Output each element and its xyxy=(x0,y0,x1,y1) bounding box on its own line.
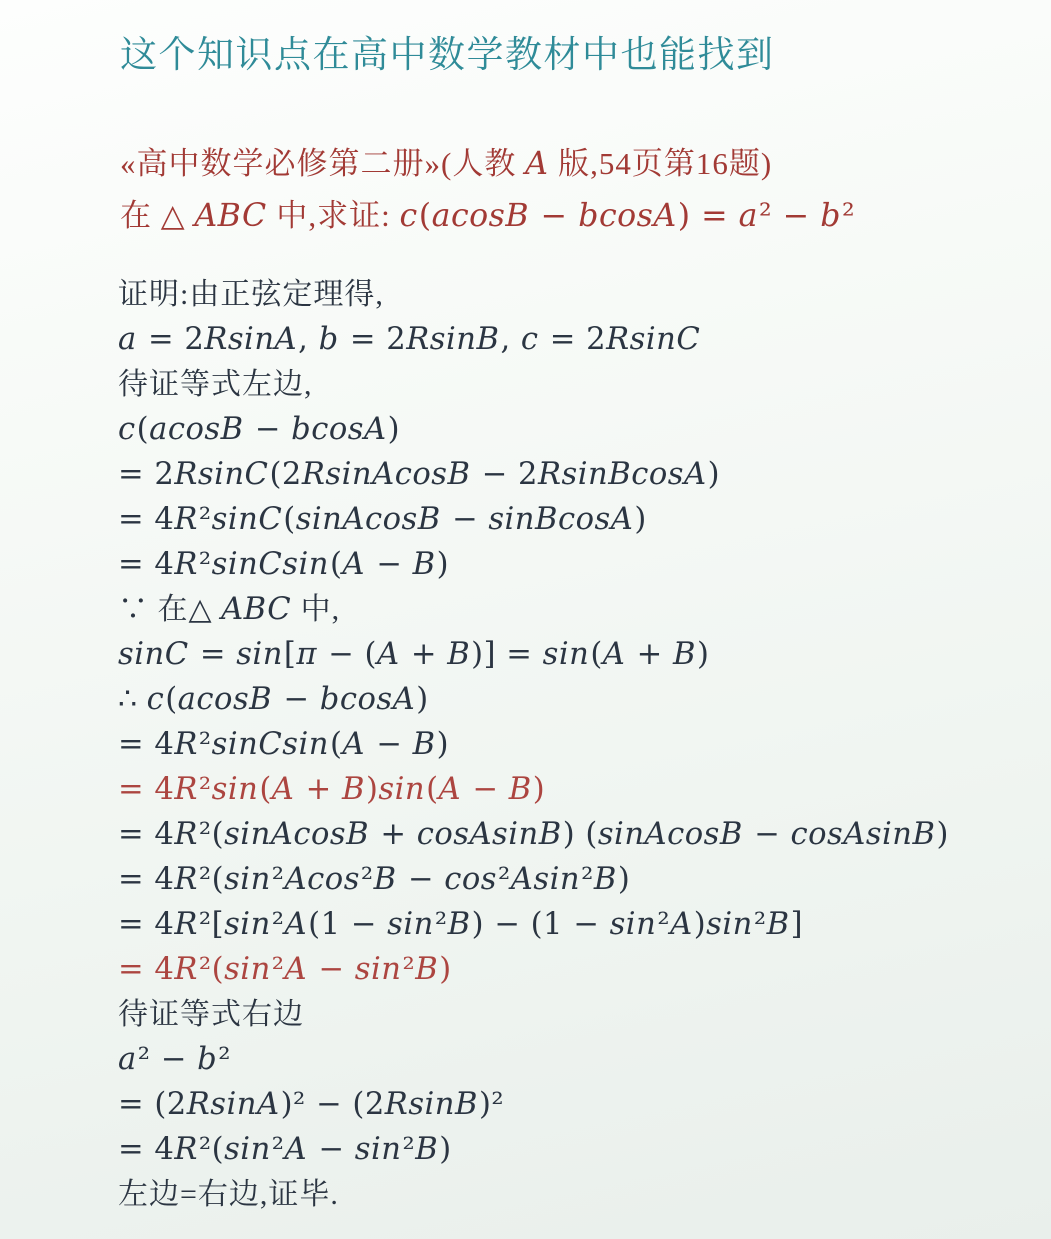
math-segment: a² − b² xyxy=(118,1042,231,1077)
proof-line xyxy=(118,857,949,902)
math-segment: = 4R²(sin²Acos²B − cos²Asin²B) xyxy=(118,862,631,897)
math-segment: = 4R²sin(A + B)sin(A − B) xyxy=(118,772,546,807)
text-segment: 证明:由正弦定理得, xyxy=(118,278,384,311)
text-segment: ∴ xyxy=(118,683,147,716)
proof-line xyxy=(118,1127,949,1172)
source-reference xyxy=(120,138,855,242)
math-segment: = 4R²(sinAcosB + cosAsinB) (sinAcosB − cosAsinB) xyxy=(118,817,949,852)
proof-line xyxy=(118,1172,949,1217)
proof-body xyxy=(118,272,949,1217)
math-segment: = (2RsinA)² − (2RsinB)² xyxy=(118,1087,505,1122)
text-segment: 中, xyxy=(292,593,341,626)
text-segment: «高中数学必修第二册»(人教 xyxy=(120,146,526,181)
proof-line xyxy=(118,767,949,812)
math-segment: sinC = sin[π − (A + B)] = sin(A + B) xyxy=(118,637,710,672)
proof-line xyxy=(118,812,949,857)
math-segment: = 4R²sinCsin(A − B) xyxy=(118,727,449,762)
proof-line xyxy=(118,722,949,767)
proof-line xyxy=(118,542,949,587)
proof-line xyxy=(118,587,949,632)
proof-line xyxy=(118,452,949,497)
source-line xyxy=(120,190,855,242)
math-segment: = 4R²(sin²A − sin²B) xyxy=(118,952,452,987)
text-segment: 左边=右边,证毕. xyxy=(118,1178,339,1211)
proof-line xyxy=(118,1082,949,1127)
proof-line xyxy=(118,272,949,317)
proof-line xyxy=(118,1037,949,1082)
math-segment: c(acosB − bcosA) = a² − b² xyxy=(399,198,856,234)
math-segment: = 4R²sinC(sinAcosB − sinBcosA) xyxy=(118,502,647,537)
source-line xyxy=(120,138,855,190)
proof-line xyxy=(118,407,949,452)
text-segment: 在 △ xyxy=(120,198,195,233)
math-segment: c(acosB − bcosA) xyxy=(146,682,429,717)
proof-line xyxy=(118,632,949,677)
proof-line xyxy=(118,497,949,542)
math-segment: c(acosB − bcosA) xyxy=(118,412,401,447)
text-segment: 待证等式左边, xyxy=(118,368,313,401)
proof-line xyxy=(118,362,949,407)
text-segment: 版,54页第16题) xyxy=(549,146,773,181)
math-segment: a = 2RsinA, b = 2RsinB, c = 2RsinC xyxy=(118,322,701,357)
math-segment: ABC xyxy=(194,198,267,234)
math-segment: = 4R²[sin²A(1 − sin²B) − (1 − sin²A)sin²B] xyxy=(118,907,804,942)
proof-line xyxy=(118,992,949,1037)
text-segment: 中,求证: xyxy=(267,198,400,233)
text-segment: ∵ 在△ xyxy=(118,593,222,626)
math-segment: = 2RsinC(2RsinAcosB − 2RsinBcosA) xyxy=(118,457,720,492)
math-segment: = 4R²sinCsin(A − B) xyxy=(118,547,449,582)
proof-line xyxy=(118,317,949,362)
proof-line xyxy=(118,902,949,947)
math-segment: A xyxy=(525,146,549,182)
text-segment: 待证等式右边 xyxy=(118,998,304,1031)
proof-line xyxy=(118,677,949,722)
math-segment: ABC xyxy=(221,592,292,627)
proof-line xyxy=(118,947,949,992)
math-segment: = 4R²(sin²A − sin²B) xyxy=(118,1132,452,1167)
page-title: 这个知识点在高中数学教材中也能找到 xyxy=(120,35,775,76)
